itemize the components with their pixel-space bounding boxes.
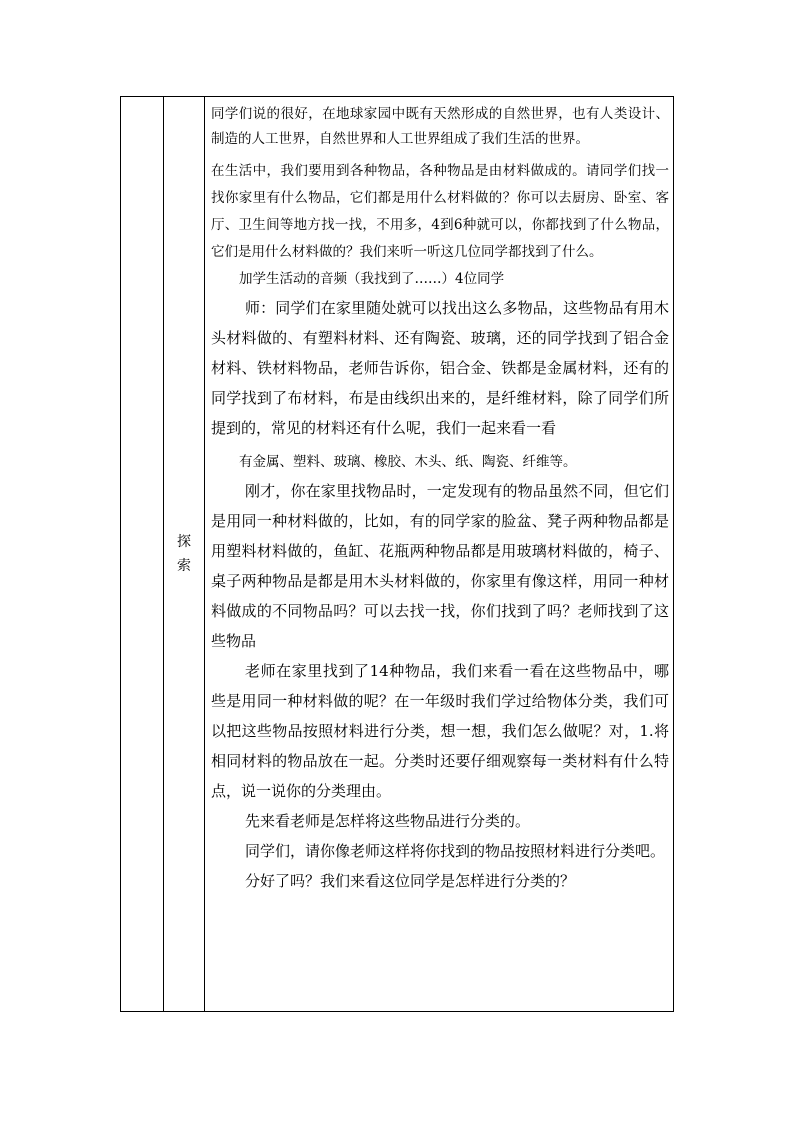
paragraph-same-material: 刚才，你在家里找物品时，一定发现有的物品虽然不同，但它们是用同一种材料做的，比如，有的同学家的脸盆、凳子两种物品都是用塑料材料做的，鱼缸、花瓶两种物品都是用玻璃材料做的，椅子、桌子两种物品是都是用木头材料做的，你家里有像这样，用同一种材料做成的不同物品吗？可以去找一找，你们找到了吗？老师找到了这些物品 <box>211 482 669 650</box>
paragraph-teacher-classify: 先来看老师是怎样将这些物品进行分类的。 <box>245 812 531 830</box>
table-row <box>121 97 674 1012</box>
paragraph-teacher: 师：同学们在家里随处就可以找出这么多物品，这些物品有用木头材料做的、有塑料材料、还有陶瓷、玻璃，还的同学找到了铝合金材料、铁材料物品，老师告诉你，铝合金、铁都是金属材料，还有的同学找到了布材料，布是由线织出来的，是纤维材料，除了同学们所提到的，常见的材料还有什么呢，我们一起来看一看 <box>211 299 669 437</box>
content-cell <box>205 97 674 1012</box>
lesson-table <box>120 96 674 1012</box>
paragraph-materials: 有金属、塑料、玻璃、橡胶、木头、纸、陶瓷、纤维等。 <box>239 454 577 470</box>
paragraph-student-task: 同学们，请你像老师这样将你找到的物品按照材料进行分类吧。 <box>245 842 666 860</box>
paragraph-find-items: 在生活中，我们要用到各种物品，各种物品是由材料做成的。请同学们找一找你家里有什么物品，它们都是用什么材料做的？你可以去厨房、卧室、客厅、卫生间等地方找一找，不用多，4到6种就可以，你都找到了什么物品，它们是用什么材料做的？我们来听一听这几位同学都找到了什么。 <box>211 163 669 260</box>
paragraph-classify: 老师在家里找到了14种物品，我们来看一看在这些物品中，哪些是用同一种材料做的呢？在一年级时我们学过给物体分类，我们可以把这些物品按照材料进行分类，想一想，我们怎么做呢？对，1.将相同材料的物品放在一起。分类时还要仔细观察每一类材料有什么特点，说一说你的分类理由。 <box>211 662 669 800</box>
paragraph-intro: 同学们说的很好，在地球家园中既有天然形成的自然世界，也有人类设计、制造的人工世界，自然世界和人工世界组成了我们生活的世界。 <box>211 106 669 147</box>
section-label: 探 索 <box>177 534 191 574</box>
section-label-cell <box>164 97 205 1012</box>
paragraph-check: 分好了吗？我们来看这位同学是怎样进行分类的？ <box>245 872 576 890</box>
blank-cell <box>121 97 164 1012</box>
paragraph-audio-note: 加学生活动的音频（我找到了……）4位同学 <box>239 271 505 287</box>
